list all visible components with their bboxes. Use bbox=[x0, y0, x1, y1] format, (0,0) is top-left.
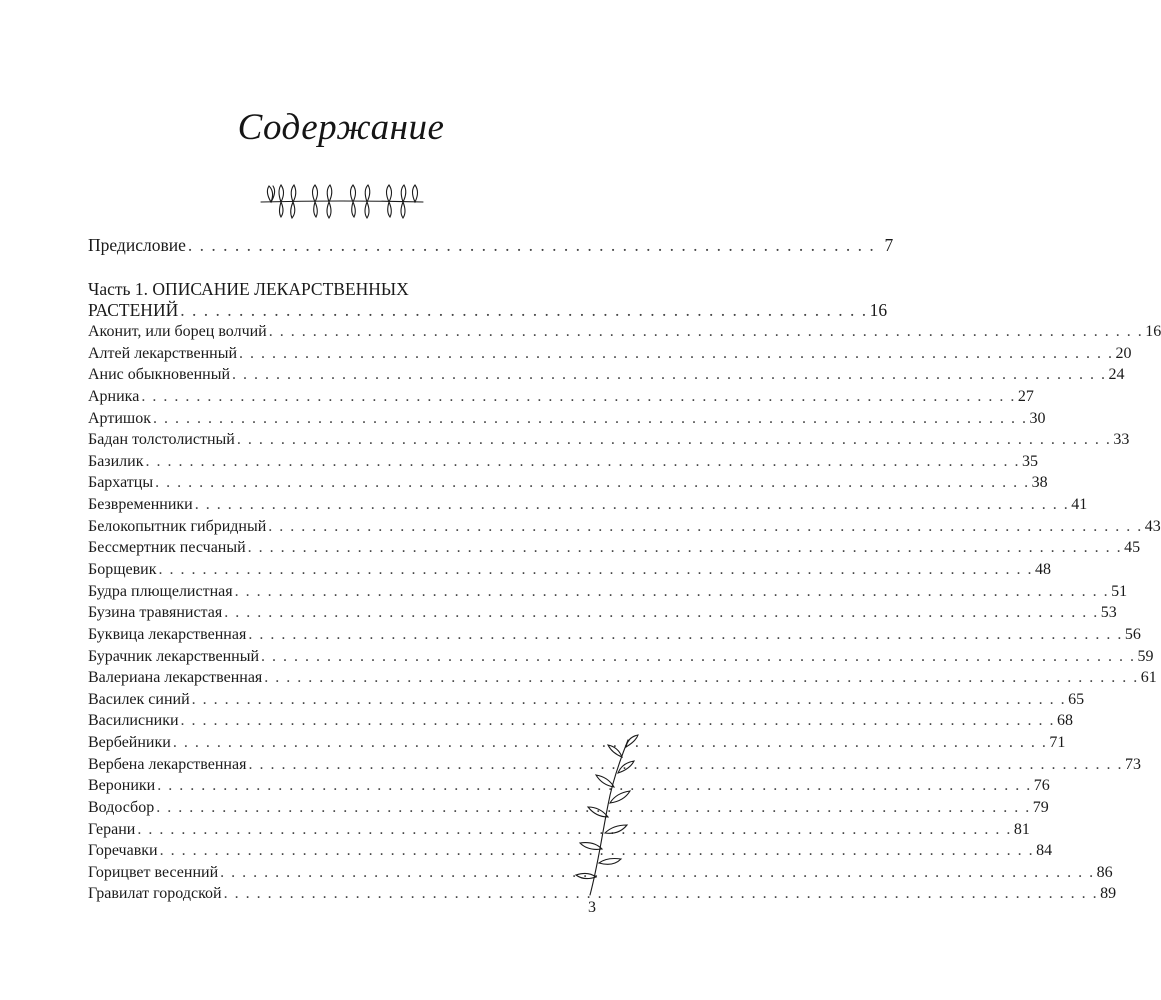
toc-entry-label: Бузина травянистая bbox=[88, 604, 223, 622]
toc-entry-label: Алтей лекарственный bbox=[88, 344, 238, 362]
toc-entry-page: 53 bbox=[1100, 604, 1117, 622]
toc-entry[interactable] bbox=[88, 343, 1132, 365]
toc-entry-page: 89 bbox=[1100, 885, 1117, 903]
leader-dots: . . . . . . . . . . . . . . . . . . . . . . . . . . . . . . . . . . . . . . . . . . . . . . . . . . . . . . . . . . . . . . . . . . . . . . . . . . . . . . . . bbox=[153, 409, 1028, 427]
toc-entry-page: 68 bbox=[1057, 712, 1074, 730]
toc-entry-page: 41 bbox=[1071, 496, 1088, 513]
toc-entry-page: 76 bbox=[1033, 777, 1050, 795]
toc-entry-label: Будра плющелистная bbox=[88, 582, 233, 600]
part-heading: Часть 1. ОПИСАНИЕ ЛЕКАРСТВЕННЫХ bbox=[88, 279, 409, 299]
toc-entry[interactable] bbox=[88, 321, 1161, 343]
toc-entry[interactable] bbox=[88, 883, 1117, 905]
toc-entry-label: Водосбор bbox=[88, 798, 155, 816]
leader-dots: . . . . . . . . . . . . . . . . . . . . . . . . . . . . . . . . . . . . . . . . . . . . . . . . . . . . . . . . . . . . . . . . . . . . . . . . . . . . . . . . bbox=[145, 452, 1020, 470]
toc-entry[interactable] bbox=[88, 667, 1157, 689]
toc-entry[interactable] bbox=[88, 689, 1085, 711]
leader-dots: . . . . . . . . . . . . . . . . . . . . . . . . . . . . . . . . . . . . . . . . . . . . . . . . . . . . . . . . . . . . . . . . . . . . . . . . . . . . . . . . bbox=[268, 323, 1144, 340]
toc-entry-page: 16 bbox=[1145, 323, 1161, 340]
toc-entry-label: Бадан толстолистный bbox=[88, 431, 235, 449]
toc-entry-page: 51 bbox=[1111, 582, 1128, 600]
toc-entry-label: Буквица лекарственная bbox=[88, 625, 247, 643]
toc-entry-label: Предисловие bbox=[88, 235, 186, 255]
toc-entry[interactable] bbox=[88, 472, 1048, 494]
leader-dots: . . . . . . . . . . . . . . . . . . . . . . . . . . . . . . . . . . . . . . . . . . . . . . . . . . . . . . . . . . . . . . . . . . . . . . . . . . . . . . . . bbox=[261, 647, 1136, 665]
toc-entry-label: РАСТЕНИЙ bbox=[88, 300, 179, 320]
leader-dots: . . . . . . . . . . . . . . . . . . . . . . . . . . . . . . . . . . . . . . . . . . . . . . . . . . . . . . . . . . . . . . . . . . . . . . . . . . . . . . . . bbox=[268, 517, 1143, 535]
toc-entry-label: Василисники bbox=[88, 712, 179, 730]
toc-entry-page: 81 bbox=[1013, 820, 1030, 838]
toc-entry-label: Вероники bbox=[88, 777, 156, 795]
leader-dots: . . . . . . . . . . . . . . . . . . . . . . . . . . . . . . . . . . . . . . . . . . . . . . . . . . . . . . . . . . . . . . . . . . . . . . . . . . . . . . . . bbox=[223, 885, 1099, 903]
floral-divider-icon bbox=[257, 180, 427, 220]
leader-dots: . . . . . . . . . . . . . . . . . . . . . . . . . . . . . . . . . . . . . . . . . . . . . . . . . . . . . . . . . . . . . . . . . . . . . . . . . . . . . . . . bbox=[180, 712, 1056, 730]
leader-dots: . . . . . . . . . . . . . . . . . . . . . . . . . . . . . . . . . . . . . . . . . . . . . . . . . . . . . . . . . . . . . . . . . . . . . . . . . . . . . . . . bbox=[247, 539, 1123, 557]
leader-dots: . . . . . . . . . . . . . . . . . . . . . . . . . . . . . . . . . . . . . . . . . . . . . . . . . . . . . . . . . . . . . . . . . . . . . . . . . . . . . . . . bbox=[220, 863, 1095, 881]
toc-entry-page: 7 bbox=[884, 235, 894, 255]
toc-entry[interactable] bbox=[88, 775, 1050, 797]
toc-entry-page: 56 bbox=[1124, 625, 1141, 643]
toc-entry-label: Бурачник лекарственный bbox=[88, 647, 260, 665]
toc-entry-label: Герани bbox=[88, 820, 136, 838]
toc-entry-page: 65 bbox=[1068, 690, 1085, 708]
toc-entry-page: 45 bbox=[1124, 539, 1141, 557]
toc-entry[interactable] bbox=[88, 840, 1053, 862]
toc-entry-page: 35 bbox=[1022, 452, 1038, 470]
toc-entry-label: Бархатцы bbox=[88, 474, 154, 492]
toc-entry-label: Валериана лекарственная bbox=[88, 669, 263, 687]
toc-entry[interactable] bbox=[88, 386, 1034, 408]
toc-entry-label: Горицвет весенний bbox=[88, 863, 219, 881]
toc-entry[interactable] bbox=[88, 581, 1128, 603]
toc-entry-page: 33 bbox=[1113, 431, 1130, 449]
toc-entry-page: 20 bbox=[1115, 344, 1132, 362]
toc-entry-page: 27 bbox=[1017, 387, 1034, 405]
toc-entry-page: 86 bbox=[1096, 863, 1113, 881]
leader-dots: . . . . . . . . . . . . . . . . . . . . . . . . . . . . . . . . . . . . . . . . . . . . . . . . . . . . . . . . . . . . . . . . . . . . . . . . . . . . . . . . bbox=[191, 690, 1067, 708]
toc-entry-page: 38 bbox=[1031, 474, 1048, 492]
toc-entry-label: Базилик bbox=[88, 452, 144, 470]
toc-entry-label: Бессмертник песчаный bbox=[88, 539, 246, 557]
leader-dots: . . . . . . . . . . . . . . . . . . . . . . . . . . . . . . . . . . . . . . . . . . . . . . . . . . . . . . . . . . . . . . . . . . . . . . . . . . . . . . . . bbox=[232, 366, 1107, 384]
leader-dots: . . . . . . . . . . . . . . . . . . . . . . . . . . . . . . . . . . . . . . . . . . . . . . . . . . . . . . . . . . . . . . . . . . . . . . . . . . . . . . . . bbox=[248, 755, 1123, 773]
toc-entry-page: 24 bbox=[1108, 366, 1125, 384]
toc-entry-page: 16 bbox=[869, 300, 888, 320]
toc-entry[interactable] bbox=[88, 602, 1117, 624]
toc-entry[interactable] bbox=[88, 732, 1066, 754]
toc-entry[interactable] bbox=[88, 408, 1046, 430]
leader-dots: . . . . . . . . . . . . . . . . . . . . . . . . . . . . . . . . . . . . . . . . . . . . . . . . . . . . . . . . . . . . . . . . . . . . . . . . . . . . . . . . bbox=[172, 734, 1048, 751]
toc-entry-label: Артишок bbox=[88, 409, 151, 427]
leader-dots: . . . . . . . . . . . . . . . . . . . . . . . . . . . . . . . . . . . . . . . . . . . . . . . . . . . . . . . . . . . . . . . . . . . . . . . . . . . . . . . . bbox=[264, 669, 1139, 687]
toc-entry-label: Анис обыкновенный bbox=[88, 366, 231, 384]
toc-entry[interactable] bbox=[88, 797, 1049, 819]
toc-entry-page: 43 bbox=[1144, 517, 1161, 535]
toc-entry-page: 73 bbox=[1124, 755, 1141, 773]
leader-dots: . . . . . . . . . . . . . . . . . . . . . . . . . . . . . . . . . . . . . . . . . . . . . . . . . . . . . . . . . . . . . . . . . . . . . . . . . . . . . . . . bbox=[194, 496, 1070, 513]
leader-dots: . . . . . . . . . . . . . . . . . . . . . . . . . . . . . . . . . . . . . . . . . . . . . . . . . . . . . . . . . . . . . . . . . . . . . . . . . . . . . . . . bbox=[156, 798, 1031, 816]
toc-entry-label: Безвременники bbox=[88, 496, 193, 513]
leader-dots: . . . . . . . . . . . . . . . . . . . . . . . . . . . . . . . . . . . . . . . . . . . . . . . . . . . . . . . . . . . . . . . . . . . . . . . . . . . . . . . . bbox=[141, 387, 1016, 405]
toc-entry[interactable] bbox=[88, 819, 1030, 841]
toc-entry[interactable] bbox=[88, 624, 1141, 646]
toc-entry-page: 61 bbox=[1140, 669, 1157, 687]
toc-entry-page: 79 bbox=[1032, 798, 1049, 816]
leader-dots: . . . . . . . . . . . . . . . . . . . . . . . . . . . . . . . . . . . . . . . . . . . . . . . . . . . . . . . . . . . . . . . . . . . . . . . . . . . . . . . . bbox=[236, 431, 1112, 449]
leader-dots: . . . . . . . . . . . . . . . . . . . . . . . . . . . . . . . . . . . . . . . . . . . . . . . . . . . . . . . . . . . bbox=[187, 235, 876, 255]
toc-entry[interactable] bbox=[88, 646, 1154, 668]
toc-entry[interactable] bbox=[88, 516, 1161, 538]
toc-entry[interactable] bbox=[88, 537, 1141, 559]
toc-entry-page: 84 bbox=[1036, 842, 1053, 860]
leader-dots: . . . . . . . . . . . . . . . . . . . . . . . . . . . . . . . . . . . . . . . . . . . . . . . . . . . . . . . . . . . . . . . . . . . . . . . . . . . . . . . . bbox=[157, 777, 1032, 795]
toc-entry-page: 71 bbox=[1049, 734, 1066, 751]
toc-entry-page: 59 bbox=[1137, 647, 1154, 665]
toc-entry[interactable] bbox=[88, 429, 1130, 451]
toc-entry-label: Гравилат городской bbox=[88, 885, 222, 903]
page-number: 3 bbox=[588, 899, 596, 916]
page-title: Содержание bbox=[237, 107, 445, 148]
toc-entry-label: Вербена лекарственная bbox=[88, 755, 247, 773]
leader-dots: . . . . . . . . . . . . . . . . . . . . . . . . . . . . . . . . . . . . . . . . . . . . . . . . . . . . . . . . . . . . . . . . . . . . . . . . . . . . . . . . bbox=[234, 582, 1110, 600]
leader-dots: . . . . . . . . . . . . . . . . . . . . . . . . . . . . . . . . . . . . . . . . . . . . . . . . . . . . . . . . . . . . . . . . . . . . . . . . . . . . . . . . bbox=[224, 604, 1099, 622]
toc-entry-part1[interactable] bbox=[88, 299, 888, 321]
toc-entry-label: Аконит, или борец волчий bbox=[88, 323, 267, 340]
leader-dots: . . . . . . . . . . . . . . . . . . . . . . . . . . . . . . . . . . . . . . . . . . . . . . . . . . . . . . . . . . . . . . . . . . . . . . . . . . . . . . . . bbox=[248, 625, 1123, 643]
toc-entry[interactable] bbox=[88, 451, 1038, 473]
leader-dots: . . . . . . . . . . . . . . . . . . . . . . . . . . . . . . . . . . . . . . . . . . . . . . . . . . . . . . . . . . . . . . . . . . . . . . . . . . . . . . . . bbox=[239, 344, 1114, 362]
toc-entry-label: Василек синий bbox=[88, 690, 190, 708]
toc-entry[interactable] bbox=[88, 754, 1141, 776]
toc-entry[interactable] bbox=[88, 364, 1125, 386]
toc-entry[interactable] bbox=[88, 559, 1051, 581]
toc-entry-page: 30 bbox=[1029, 409, 1046, 427]
toc-entry-label: Горечавки bbox=[88, 842, 158, 860]
toc-entry-label: Арника bbox=[88, 387, 140, 405]
toc-entry-label: Борщевик bbox=[88, 560, 157, 578]
leader-dots: . . . . . . . . . . . . . . . . . . . . . . . . . . . . . . . . . . . . . . . . . . . . . . . . . . . . . . . . . . . bbox=[180, 300, 868, 320]
toc-entry-label: Вербейники bbox=[88, 734, 171, 751]
toc-entry[interactable] bbox=[88, 494, 1088, 516]
toc-entry[interactable] bbox=[88, 710, 1074, 732]
toc-entry-page: 48 bbox=[1035, 560, 1051, 578]
leader-dots: . . . . . . . . . . . . . . . . . . . . . . . . . . . . . . . . . . . . . . . . . . . . . . . . . . . . . . . . . . . . . . . . . . . . . . . . . . . . . . . . bbox=[158, 560, 1033, 578]
toc-entry[interactable] bbox=[88, 862, 1113, 884]
leader-dots: . . . . . . . . . . . . . . . . . . . . . . . . . . . . . . . . . . . . . . . . . . . . . . . . . . . . . . . . . . . . . . . . . . . . . . . . . . . . . . . . bbox=[155, 474, 1030, 492]
toc-entry-preface[interactable] bbox=[88, 234, 894, 256]
plant-sprig-icon bbox=[568, 735, 658, 900]
leader-dots: . . . . . . . . . . . . . . . . . . . . . . . . . . . . . . . . . . . . . . . . . . . . . . . . . . . . . . . . . . . . . . . . . . . . . . . . . . . . . . . . bbox=[137, 820, 1012, 838]
toc-entry-label: Белокопытник гибридный bbox=[88, 517, 267, 535]
leader-dots: . . . . . . . . . . . . . . . . . . . . . . . . . . . . . . . . . . . . . . . . . . . . . . . . . . . . . . . . . . . . . . . . . . . . . . . . . . . . . . . . bbox=[159, 842, 1035, 860]
